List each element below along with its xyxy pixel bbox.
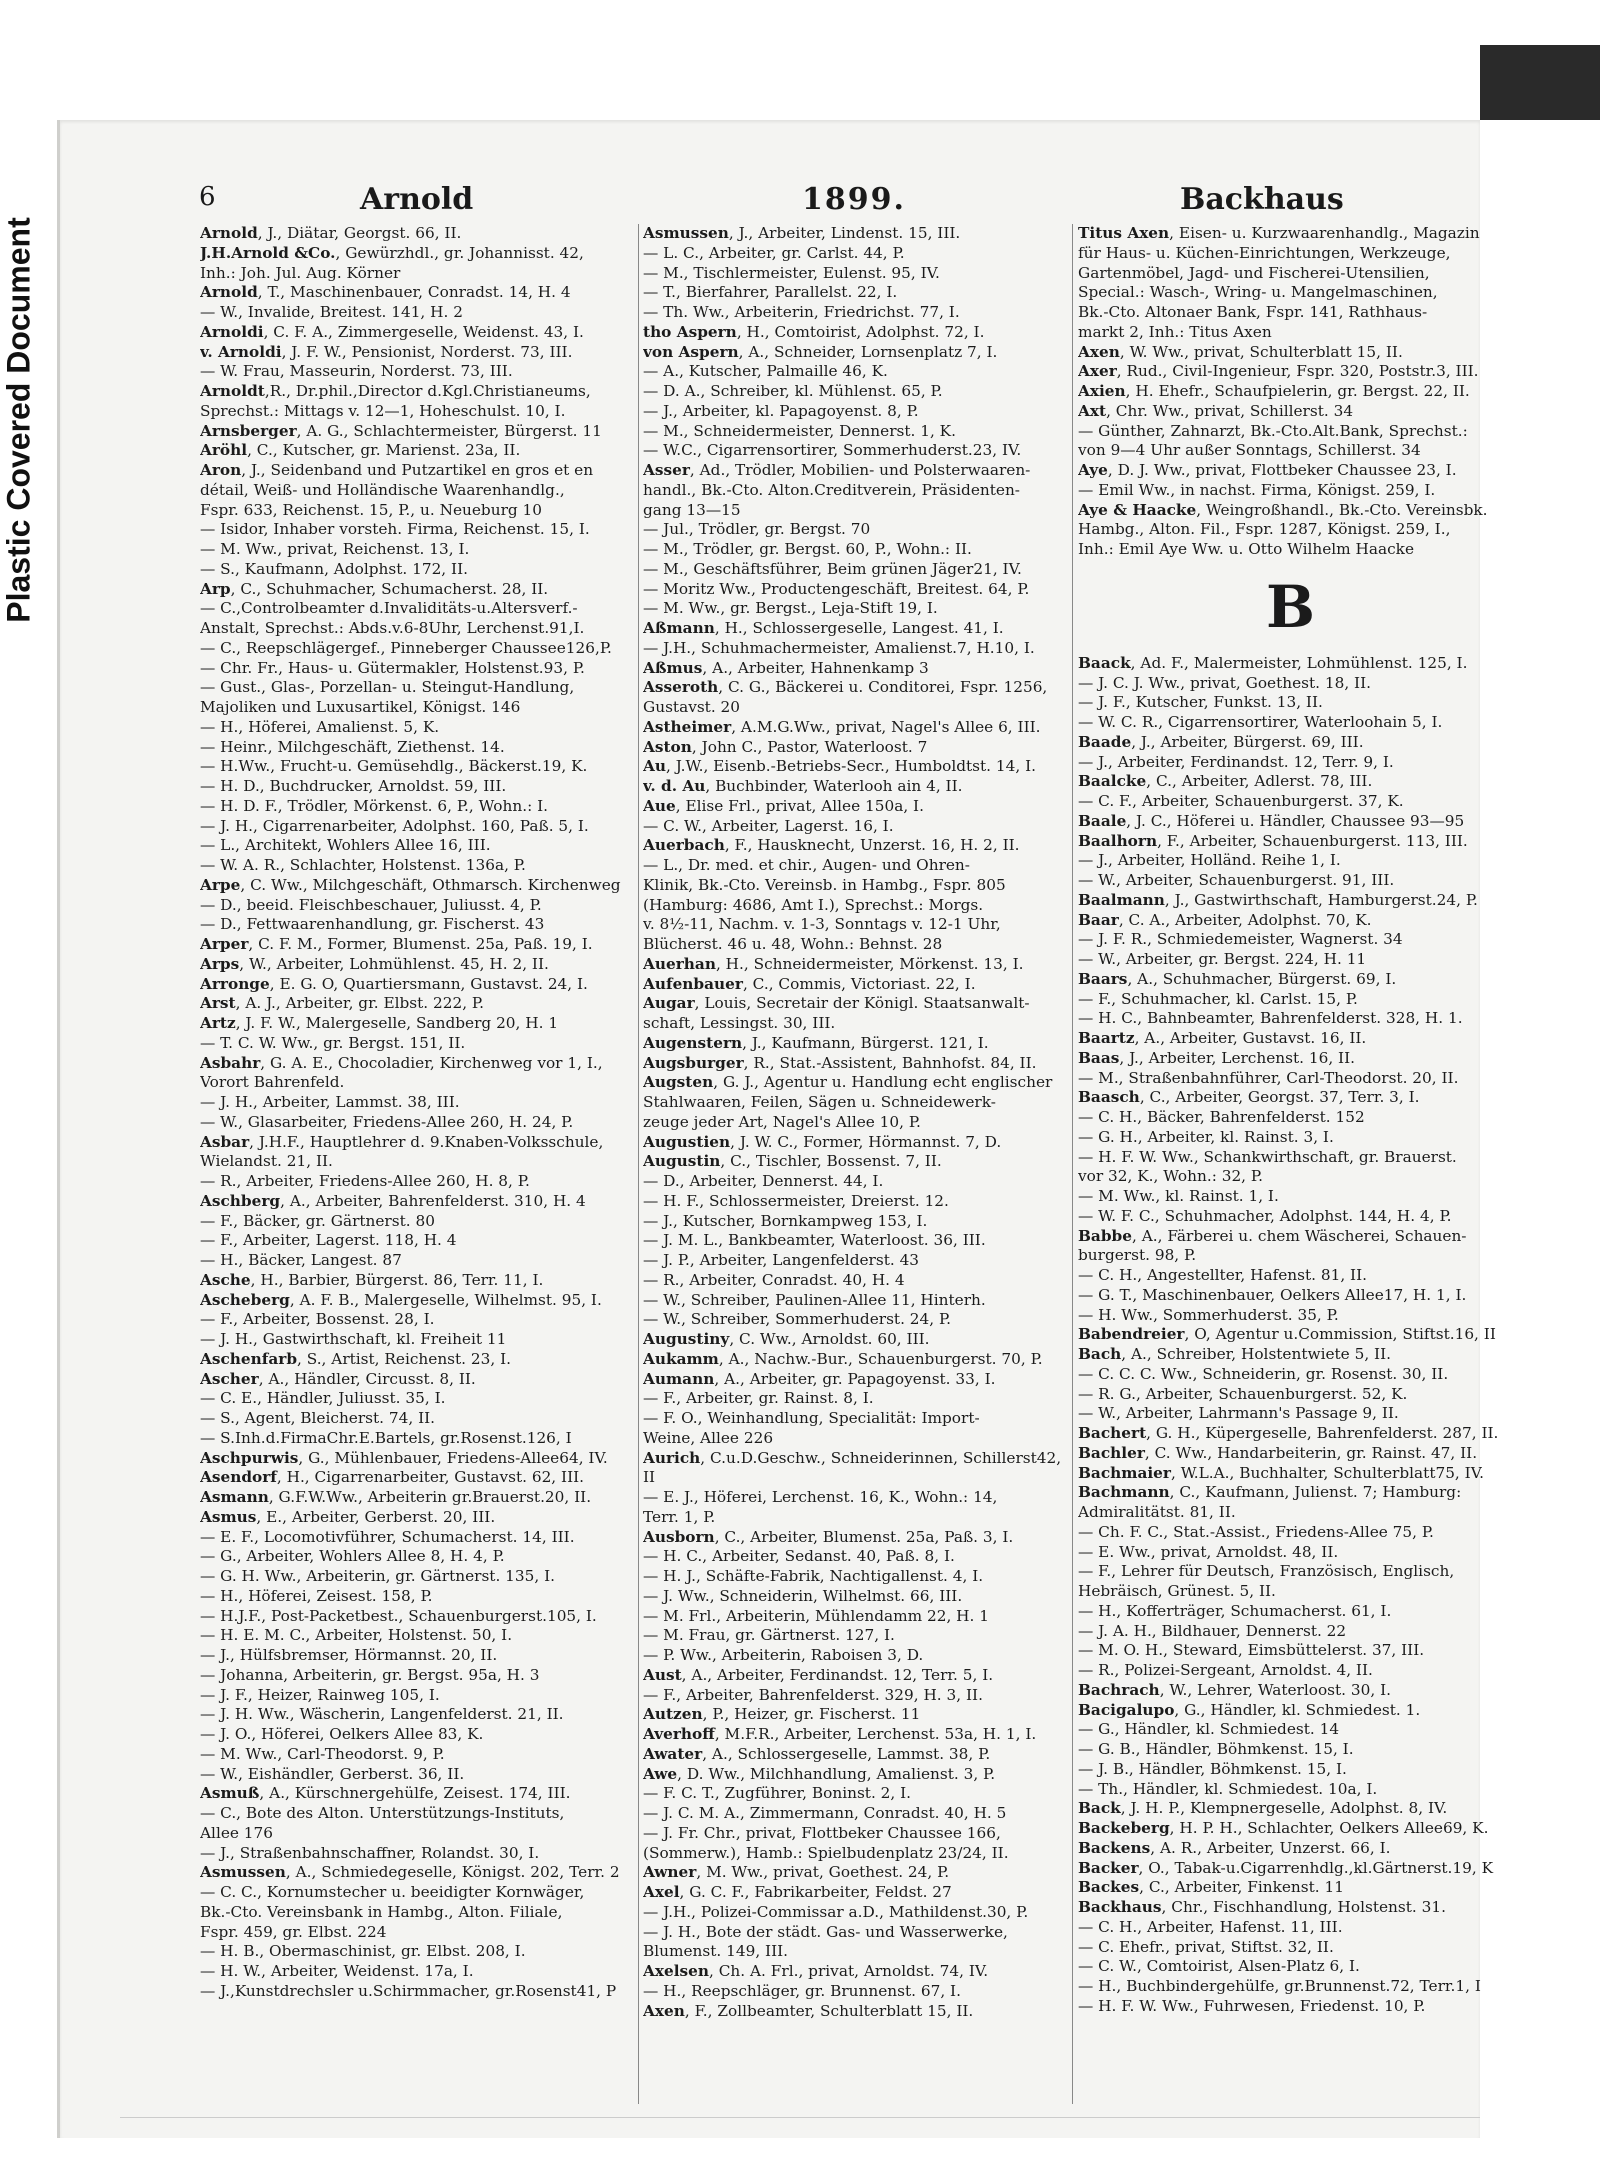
directory-entry-line: Axen, W. Ww., privat, Schulterblatt 15, II. <box>1078 342 1403 361</box>
directory-entry-line: Baasch, C., Arbeiter, Georgst. 37, Terr. 3, I. <box>1078 1088 1420 1107</box>
directory-entry-line: — F., Schuhmacher, kl. Carlst. 15, P. <box>1078 989 1358 1008</box>
directory-entry-line: Arnsberger, A. G., Schlachtermeister, Bürgerst. 11 <box>200 421 602 440</box>
directory-entry-line: détail, Weiß- und Holländische Waarenhandlg., <box>200 480 565 499</box>
directory-entry-line: — A., Kutscher, Palmaille 46, K. <box>643 362 888 381</box>
directory-entry-line: Arst, A. J., Arbeiter, gr. Elbst. 222, P. <box>200 994 484 1013</box>
directory-entry-line: Aurich, C.u.D.Geschw., Schneiderinnen, Schillerst42, II <box>643 1448 1062 1487</box>
directory-entry-line: für Haus- u. Küchen-Einrichtungen, Werkzeuge, <box>1078 243 1451 262</box>
directory-entry-line: — J. F., Heizer, Rainweg 105, I. <box>200 1685 440 1704</box>
directory-entry-line: Aust, A., Arbeiter, Ferdinandst. 12, Terr. 5, I. <box>643 1665 994 1684</box>
directory-column-2 <box>643 224 1063 2124</box>
directory-entry-line: — W. F. C., Schuhmacher, Adolphst. 144, H. 4, P. <box>1078 1206 1452 1225</box>
directory-entry-line: Ausborn, C., Arbeiter, Blumenst. 25a, Paß. 3, I. <box>643 1527 1014 1546</box>
directory-entry-line: v. 8½-11, Nachm. v. 1-3, Sonntags v. 12-1 Uhr, <box>643 915 1001 934</box>
directory-entry-line: Aufenbauer, C., Commis, Victoriast. 22, I. <box>643 974 976 993</box>
directory-entry-line: Aßmus, A., Arbeiter, Hahnenkamp 3 <box>643 658 929 677</box>
directory-entry-line: — J., Straßenbahnschaffner, Rolandst. 30, I. <box>200 1843 540 1862</box>
directory-entry-line: — Chr. Fr., Haus- u. Gütermakler, Holstenst.93, P. <box>200 658 585 677</box>
directory-entry-line: Augsburger, R., Stat.-Assistent, Bahnhofst. 84, II. <box>643 1053 1037 1072</box>
directory-entry-line: — J. Fr. Chr., privat, Flottbeker Chaussee 166, <box>643 1823 1001 1842</box>
directory-entry-line: — H. J., Schäfte-Fabrik, Nachtigallenst. 4, I. <box>643 1567 984 1585</box>
directory-entry-line: Titus Axen, Eisen- u. Kurzwaarenhandlg., Magazin <box>1078 224 1480 242</box>
header-right-word: Backhaus <box>1180 182 1344 217</box>
directory-entry-line: — E. Ww., privat, Arnoldst. 48, II. <box>1078 1542 1339 1561</box>
directory-entry-line: — M., Geschäftsführer, Beim grünen Jäger21, IV. <box>643 559 1022 578</box>
directory-entry-line: Gartenmöbel, Jagd- und Fischerei-Utensilien, <box>1078 263 1430 282</box>
directory-entry-line: Ascher, A., Händler, Circusst. 8, II. <box>200 1369 476 1388</box>
directory-entry-line: — S., Kaufmann, Adolphst. 172, II. <box>200 559 468 578</box>
directory-entry-line: Baade, J., Arbeiter, Bürgerst. 69, III. <box>1078 732 1364 751</box>
directory-column-3 <box>1078 224 1503 2124</box>
directory-entry-line: Baartz, A., Arbeiter, Gustavst. 16, II. <box>1078 1029 1367 1047</box>
directory-entry-line: — L. C., Arbeiter, gr. Carlst. 44, P. <box>643 243 905 262</box>
directory-entry-line: (Hamburg: 4686, Amt I.), Sprechst.: Morgs. <box>643 895 984 914</box>
directory-entry-line: von Aspern, A., Schneider, Lornsenplatz 7, I. <box>643 342 998 361</box>
directory-entry-line: Ascheberg, A. F. B., Malergeselle, Wilhelmst. 95, I. <box>200 1290 602 1309</box>
directory-entry-line: — C. C., Kornumstecher u. beeidigter Kornwäger, <box>200 1883 585 1901</box>
directory-entry-line: — H., Buchbindergehülfe, gr.Brunnenst.72, Terr.1, I <box>1078 1977 1481 1995</box>
directory-entry-line: Hambg., Alton. Fil., Fspr. 1287, Königst. 259, I., <box>1078 520 1451 539</box>
directory-entry-line: Asmuß, A., Kürschnergehülfe, Zeisest. 174, III. <box>200 1784 571 1803</box>
directory-entry-line: — J. F. R., Schmiedemeister, Wagnerst. 34 <box>1078 930 1403 949</box>
directory-entry-line: Auerbach, F., Hausknecht, Unzerst. 16, H. 2, II. <box>643 836 1020 855</box>
directory-entry-line: — J., Kutscher, Bornkampweg 153, I. <box>643 1211 928 1230</box>
directory-entry-line: Baack, Ad. F., Malermeister, Lohmühlenst. 125, I. <box>1078 653 1468 672</box>
directory-entry-line: — W., Arbeiter, Schauenburgerst. 91, III. <box>1078 871 1395 889</box>
directory-entry-line: — J. A. H., Bildhauer, Dennerst. 22 <box>1078 1621 1347 1640</box>
directory-entry-line: — H. E. M. C., Arbeiter, Holstenst. 50, I. <box>200 1626 513 1645</box>
directory-entry-line: Arnoldt,R., Dr.phil.,Director d.Kgl.Christianeums, <box>200 382 591 400</box>
directory-entry-line: Aston, John C., Pastor, Waterloost. 7 <box>643 737 928 756</box>
directory-entry-line: — G. H., Arbeiter, kl. Rainst. 3, I. <box>1078 1127 1334 1146</box>
directory-entry-line: — G. T., Maschinenbauer, Oelkers Allee17, H. 1, I. <box>1078 1285 1467 1304</box>
directory-entry-line: — Heinr., Milchgeschäft, Ziethenst. 14. <box>200 737 505 756</box>
directory-entry-line: Asmussen, J., Arbeiter, Lindenst. 15, III. <box>643 224 961 242</box>
directory-entry-line: — C.,Controlbeamter d.Invaliditäts-u.Altersverf.- <box>200 599 578 618</box>
directory-entry-line: — Ch. F. C., Stat.-Assist., Friedens-Allee 75, P. <box>1078 1522 1434 1541</box>
page-bottom-edge <box>120 2117 1480 2118</box>
directory-entry-line: — J. H., Cigarrenarbeiter, Adolphst. 160, Paß. 5, I. <box>200 816 589 835</box>
directory-entry-line: — H.J.F., Post-Packetbest., Schauenburgerst.105, I. <box>200 1606 597 1625</box>
directory-entry-line: — C., Bote des Alton. Unterstützungs-Instituts, <box>200 1804 565 1822</box>
directory-entry-line: — Gust., Glas-, Porzellan- u. Steingut-Handlung, <box>200 678 575 697</box>
directory-entry-line: Majoliken und Luxusartikel, Königst. 146 <box>200 698 521 716</box>
directory-entry-line: Asmus, E., Arbeiter, Gerberst. 20, III. <box>200 1507 496 1526</box>
directory-entry-line: Blücherst. 46 u. 48, Wohn.: Behnst. 28 <box>643 935 943 953</box>
directory-entry-line: — W., Schreiber, Paulinen-Allee 11, Hinterh. <box>643 1290 986 1309</box>
directory-entry-line: Blumenst. 149, III. <box>643 1942 789 1961</box>
column-3-top-entries <box>1078 224 1503 560</box>
directory-entry-line: Arp, C., Schuhmacher, Schumacherst. 28, II. <box>200 579 549 598</box>
directory-entry-line: — J. C. J. Ww., privat, Goethest. 18, II. <box>1078 673 1371 692</box>
directory-entry-line: — H. W., Arbeiter, Weidenst. 17a, I. <box>200 1962 474 1980</box>
directory-entry-line: — S., Agent, Bleicherst. 74, II. <box>200 1409 436 1427</box>
directory-entry-line: Astheimer, A.M.G.Ww., privat, Nagel's Allee 6, III. <box>643 717 1041 736</box>
directory-entry-line: — H., Bäcker, Langest. 87 <box>200 1251 402 1269</box>
directory-entry-line: — M., Straßenbahnführer, Carl-Theodorst. 20, II. <box>1078 1068 1459 1087</box>
directory-entry-line: Augustien, J. W. C., Former, Hörmannst. 7, D. <box>643 1132 1002 1151</box>
directory-entry-line: — Moritz Ww., Productengeschäft, Breitest. 64, P. <box>643 579 1030 598</box>
directory-entry-line: Backer, O., Tabak-u.Cigarrenhdlg.,kl.Gärtnerst.19, K <box>1078 1858 1494 1877</box>
directory-column-1 <box>200 224 630 2124</box>
column-divider <box>638 224 639 2104</box>
directory-entry-line: v. Arnoldi, J. F. W., Pensionist, Norderst. 73, III. <box>200 342 573 361</box>
directory-entry-line: — W.C., Cigarrensortirer, Sommerhuderst.23, IV. <box>643 441 1022 460</box>
directory-entry-line: — F., Arbeiter, Bahrenfelderst. 329, H. 3, II. <box>643 1685 983 1704</box>
directory-entry-line: Baar, C. A., Arbeiter, Adolphst. 70, K. <box>1078 910 1372 929</box>
directory-entry-line: Sprechst.: Mittags v. 12—1, Hoheschulst. 10, I. <box>200 401 566 420</box>
directory-entry-line: Awater, A., Schlossergeselle, Lammst. 38, P. <box>643 1744 991 1763</box>
directory-entry-line: Arnoldi, C. F. A., Zimmergeselle, Weidenst. 43, I. <box>200 322 584 341</box>
directory-entry-line: — J. H. Ww., Wäscherin, Langenfelderst. 21, II. <box>200 1705 564 1724</box>
section-letter-heading: B <box>1265 572 1316 641</box>
directory-entry-line: Stahlwaaren, Feilen, Sägen u. Schneidewerk- <box>643 1093 996 1111</box>
directory-entry-line: — C. H., Arbeiter, Hafenst. 11, III. <box>1078 1917 1343 1936</box>
side-label <box>0 0 38 900</box>
directory-entry-line: — J. C. M. A., Zimmermann, Conradst. 40, H. 5 <box>643 1804 1007 1822</box>
directory-entry-line: Bk.-Cto. Vereinsbank in Hambg., Alton. Filiale, <box>200 1902 563 1921</box>
directory-entry-line: v. d. Au, Buchbinder, Waterlooh ain 4, II. <box>643 777 963 795</box>
directory-entry-line: — G. B., Händler, Böhmkenst. 15, I. <box>1078 1740 1354 1758</box>
directory-entry-line: — R., Polizei-Sergeant, Arnoldst. 4, II. <box>1078 1661 1373 1679</box>
directory-entry-line: — H. C., Bahnbeamter, Bahrenfelderst. 328, H. 1. <box>1078 1009 1463 1028</box>
directory-entry-line: Axt, Chr. Ww., privat, Schillerst. 34 <box>1078 401 1354 420</box>
scan-edge-tab <box>1480 45 1600 120</box>
directory-entry-line: — M. Frl., Arbeiterin, Mühlendamm 22, H. 1 <box>643 1606 989 1625</box>
directory-entry-line: Backens, A. R., Arbeiter, Unzerst. 66, I. <box>1078 1838 1391 1857</box>
directory-entry-line: — M. Ww., gr. Bergst., Leja-Stift 19, I. <box>643 599 938 618</box>
directory-entry-line: Backhaus, Chr., Fischhandlung, Holstenst. 31. <box>1078 1898 1446 1916</box>
directory-entry-line: Back, J. H. P., Klempnergeselle, Adolphst. 8, IV. <box>1078 1799 1448 1818</box>
directory-entry-line: — C., Reepschlägergef., Pinneberger Chaussee126,P. <box>200 638 612 657</box>
directory-entry-line: — J. Ww., Schneiderin, Wilhelmst. 66, III. <box>643 1586 963 1605</box>
directory-entry-line: — Th. Ww., Arbeiterin, Friedrichst. 77, I. <box>643 303 960 321</box>
directory-entry-line: Artz, J. F. W., Malergeselle, Sandberg 20, H. 1 <box>200 1014 559 1032</box>
directory-entry-line: — J. F., Kutscher, Funkst. 13, II. <box>1078 693 1323 712</box>
directory-entry-line: — F., Arbeiter, Bossenst. 28, I. <box>200 1310 435 1329</box>
directory-entry-line: — C. C. C. Ww., Schneiderin, gr. Rosenst. 30, II. <box>1078 1364 1449 1383</box>
directory-entry-line: Au, J.W., Eisenb.-Betriebs-Secr., Humboldtst. 14, I. <box>643 757 1036 776</box>
directory-entry-line: Averhoff, M.F.R., Arbeiter, Lerchenst. 53a, H. 1, I. <box>643 1725 1037 1743</box>
directory-entry-line: Augustin, C., Tischler, Bossenst. 7, II. <box>643 1152 942 1171</box>
directory-entry-line: — H. D. F., Trödler, Mörkenst. 6, P., Wohn.: I. <box>200 796 549 815</box>
directory-entry-line: — H. Ww., Sommerhuderst. 35, P. <box>1078 1305 1339 1324</box>
directory-entry-line: — J.H., Polizei-Commissar a.D., Mathildenst.30, P. <box>643 1902 1029 1921</box>
directory-entry-line: — C. E., Händler, Juliusst. 35, I. <box>200 1389 446 1408</box>
directory-entry-line: — J. M. L., Bankbeamter, Waterloost. 36, III. <box>643 1231 986 1250</box>
directory-entry-line: — M., Trödler, gr. Bergst. 60, P., Wohn.: II. <box>643 540 972 558</box>
directory-entry-line: — M., Tischlermeister, Eulenst. 95, IV. <box>643 263 940 282</box>
directory-entry-line: Bachler, C. Ww., Handarbeiterin, gr. Rainst. 47, II. <box>1078 1443 1478 1462</box>
directory-entry-line: — R., Arbeiter, Conradst. 40, H. 4 <box>643 1270 905 1289</box>
directory-entry-line: — P. Ww., Arbeiterin, Raboisen 3, D. <box>643 1646 924 1664</box>
directory-entry-line: Wielandst. 21, II. <box>200 1152 333 1171</box>
directory-entry-line: Autzen, P., Heizer, gr. Fischerst. 11 <box>643 1705 921 1724</box>
directory-entry-line: — H. C., Arbeiter, Sedanst. 40, Paß. 8, I. <box>643 1547 955 1566</box>
directory-entry-line: — W., Arbeiter, gr. Bergst. 224, H. 11 <box>1078 950 1367 968</box>
directory-entry-line: — Th., Händler, kl. Schmiedest. 10a, I. <box>1078 1779 1378 1798</box>
directory-entry-line: Aue, Elise Frl., privat, Allee 150a, I. <box>643 796 924 815</box>
directory-entry-line: Anstalt, Sprechst.: Abds.v.6-8Uhr, Lerchenst.91,I. <box>200 619 585 637</box>
directory-entry-line: — D., Fettwaarenhandlung, gr. Fischerst. 43 <box>200 915 545 934</box>
directory-entry-line: — M. Ww., kl. Rainst. 1, I. <box>1078 1187 1279 1205</box>
directory-entry-line: Bachert, G. H., Küpergeselle, Bahrenfelderst. 287, II. <box>1078 1424 1499 1442</box>
column-divider <box>1072 224 1073 2104</box>
directory-entry-line: — J. B., Händler, Böhmkenst. 15, I. <box>1078 1759 1347 1778</box>
directory-entry-line: vor 32, K., Wohn.: 32, P. <box>1078 1167 1263 1186</box>
directory-entry-line: Aron, J., Seidenband und Putzartikel en gros et en <box>200 461 594 479</box>
directory-entry-line: — J. H., Gastwirthschaft, kl. Freiheit 11 <box>200 1330 507 1348</box>
directory-entry-line: Aßmann, H., Schlossergeselle, Langest. 41, I. <box>643 619 1004 637</box>
directory-entry-line: — J. P., Arbeiter, Langenfelderst. 43 <box>643 1251 920 1269</box>
directory-entry-line: — C. H., Bäcker, Bahrenfelderst. 152 <box>1078 1108 1365 1126</box>
directory-entry-line: Fspr. 633, Reichenst. 15, P., u. Neueburg 10 <box>200 500 543 519</box>
directory-entry-line: — W., Eishändler, Gerberst. 36, II. <box>200 1764 465 1783</box>
directory-entry-line: — D., Arbeiter, Dennerst. 44, I. <box>643 1172 884 1190</box>
directory-entry-line: Inh.: Joh. Jul. Aug. Körner <box>200 263 401 282</box>
directory-entry-line: Augenstern, J., Kaufmann, Bürgerst. 121, I. <box>643 1033 989 1052</box>
directory-entry-line: — F., Arbeiter, gr. Rainst. 8, I. <box>643 1389 874 1408</box>
directory-entry-line: — J., Arbeiter, Ferdinandst. 12, Terr. 9, I. <box>1078 752 1394 771</box>
directory-entry-line: Babbe, A., Färberei u. chem Wäscherei, Schauen- <box>1078 1226 1467 1245</box>
directory-entry-line: Special.: Wasch-, Wring- u. Mangelmaschinen, <box>1078 283 1438 302</box>
directory-entry-line: — W., Glasarbeiter, Friedens-Allee 260, H. 24, P. <box>200 1112 574 1131</box>
directory-entry-line: Asbahr, G. A. E., Chocoladier, Kirchenweg vor 1, I., <box>200 1053 603 1072</box>
directory-entry-line: — D. A., Schreiber, kl. Mühlenst. 65, P. <box>643 382 943 400</box>
directory-entry-line: — G. H. Ww., Arbeiterin, gr. Gärtnerst. 135, I. <box>200 1567 556 1585</box>
directory-entry-line: — F. C. T., Zugführer, Boninst. 2, I. <box>643 1784 912 1803</box>
directory-entry-line: — Emil Ww., in nachst. Firma, Königst. 259, I. <box>1078 480 1436 499</box>
directory-entry-line: — M. Frau, gr. Gärtnerst. 127, I. <box>643 1626 895 1645</box>
directory-entry-line: — J.,Kunstdrechsler u.Schirmmacher, gr.Rosenst41, P <box>200 1981 617 2000</box>
page-header <box>60 182 1480 222</box>
directory-entry-line: — J. O., Höferei, Oelkers Allee 83, K. <box>200 1725 484 1743</box>
directory-entry-line: Vorort Bahrenfeld. <box>200 1073 345 1092</box>
directory-entry-line: — E. J., Höferei, Lerchenst. 16, K., Wohn.: 14, <box>643 1488 998 1506</box>
directory-entry-line: — H.Ww., Frucht-u. Gemüsehdlg., Bäckerst.19, K. <box>200 757 588 776</box>
directory-entry-line: Awner, M. Ww., privat, Goethest. 24, P. <box>643 1863 950 1882</box>
directory-entry-line: — F., Arbeiter, Lagerst. 118, H. 4 <box>200 1231 457 1250</box>
directory-entry-line: tho Aspern, H., Comtoirist, Adolphst. 72, I. <box>643 322 985 341</box>
directory-entry-line: schaft, Lessingst. 30, III. <box>643 1014 836 1032</box>
directory-entry-line: Aschberg, A., Arbeiter, Bahrenfelderst. 310, H. 4 <box>200 1191 586 1210</box>
directory-entry-line: Gustavst. 20 <box>643 698 741 716</box>
directory-entry-line: — S.Inh.d.FirmaChr.E.Bartels, gr.Rosenst.126, I <box>200 1428 572 1447</box>
directory-entry-line: Aye, D. J. Ww., privat, Flottbeker Chaussee 23, I. <box>1078 461 1457 479</box>
directory-entry-line: — T. C. W. Ww., gr. Bergst. 151, II. <box>200 1033 466 1052</box>
directory-entry-line: — H., Höferei, Zeisest. 158, P. <box>200 1586 433 1605</box>
directory-entry-line: Bachrach, W., Lehrer, Waterloost. 30, I. <box>1078 1680 1391 1699</box>
directory-entry-line: Asche, H., Barbier, Bürgerst. 86, Terr. 11, I. <box>200 1270 544 1289</box>
directory-entry-line: Axer, Rud., Civil-Ingenieur, Fspr. 320, Poststr.3, III. <box>1078 362 1479 381</box>
directory-entry-line: Asseroth, C. G., Bäckerei u. Conditorei, Fspr. 1256, <box>643 678 1048 697</box>
directory-entry-line: — H. F. W. Ww., Fuhrwesen, Friedenst. 10, P. <box>1078 1996 1426 2015</box>
directory-entry-line: Baars, A., Schuhmacher, Bürgerst. 69, I. <box>1078 969 1397 988</box>
directory-entry-line: Arnold, J., Diätar, Georgst. 66, II. <box>200 224 462 242</box>
directory-entry-line: Inh.: Emil Aye Ww. u. Otto Wilhelm Haacke <box>1078 540 1415 558</box>
directory-entry-line: zeuge jeder Art, Nagel's Allee 10, P. <box>643 1112 921 1131</box>
directory-entry-line: Bk.-Cto. Altonaer Bank, Fspr. 141, Rathhaus- <box>1078 303 1428 321</box>
directory-entry-line: — C. F., Arbeiter, Schauenburgerst. 37, K. <box>1078 792 1404 810</box>
directory-entry-line: — H., Kofferträger, Schumacherst. 61, I. <box>1078 1601 1392 1620</box>
directory-entry-line: von 9—4 Uhr außer Sonntags, Schillerst. 34 <box>1078 441 1421 460</box>
directory-entry-line: Bachmaier, W.L.A., Buchhalter, Schulterblatt75, IV. <box>1078 1463 1484 1482</box>
directory-entry-line: — H. B., Obermaschinist, gr. Elbst. 208, I. <box>200 1942 526 1961</box>
directory-entry-line: markt 2, Inh.: Titus Axen <box>1078 322 1272 341</box>
directory-entry-line: — H., Höferei, Amalienst. 5, K. <box>200 717 440 736</box>
page-number: 6 <box>199 182 216 212</box>
directory-entry-line: — C. Ehefr., privat, Stiftst. 32, II. <box>1078 1937 1334 1956</box>
directory-entry-line: — W. A. R., Schlachter, Holstenst. 136a, P. <box>200 856 526 874</box>
directory-entry-line: — Isidor, Inhaber vorsteh. Firma, Reichenst. 15, I. <box>200 520 590 539</box>
directory-entry-line: Backeberg, H. P. H., Schlachter, Oelkers Allee69, K. <box>1078 1819 1489 1837</box>
directory-entry-line: — W., Schreiber, Sommerhuderst. 24, P. <box>643 1310 952 1329</box>
directory-entry-line: Axien, H. Ehefr., Schaufpielerin, gr. Bergst. 22, II. <box>1078 382 1470 400</box>
directory-entry-line: Asser, Ad., Trödler, Mobilien- und Polsterwaaren- <box>643 461 1031 479</box>
directory-entry-line: Auerhan, H., Schneidermeister, Mörkenst. 13, I. <box>643 954 1024 973</box>
directory-entry-line: gang 13—15 <box>643 500 741 519</box>
directory-entry-line: Fspr. 459, gr. Elbst. 224 <box>200 1922 387 1941</box>
directory-entry-line: Aschenfarb, S., Artist, Reichenst. 23, I. <box>200 1349 512 1368</box>
directory-entry-line: Aye & Haacke, Weingroßhandl., Bk.-Cto. Vereinsbk. <box>1078 500 1488 519</box>
directory-entry-line: — D., beeid. Fleischbeschauer, Juliusst. 4, P. <box>200 895 542 914</box>
directory-entry-line: Arper, C. F. M., Former, Blumenst. 25a, Paß. 19, I. <box>200 935 593 953</box>
directory-entry-line: J.H.Arnold &Co., Gewürzhdl., gr. Johannisst. 42, <box>200 243 584 262</box>
directory-entry-line: — E. F., Locomotivführer, Schumacherst. 14, III. <box>200 1527 575 1546</box>
directory-entry-line: burgerst. 98, P. <box>1078 1246 1197 1265</box>
directory-entry-line: — W., Invalide, Breitest. 141, H. 2 <box>200 303 463 321</box>
directory-entry-line: Axel, G. C. F., Fabrikarbeiter, Feldst. 27 <box>643 1883 952 1901</box>
directory-entry-line: Arps, W., Arbeiter, Lohmühlenst. 45, H. 2, II. <box>200 954 549 973</box>
directory-entry-line: Aschpurwis, G., Mühlenbauer, Friedens-Allee64, IV. <box>200 1448 608 1467</box>
directory-entry-line: Bach, A., Schreiber, Holstentwiete 5, II. <box>1078 1345 1391 1363</box>
directory-entry-line: — W., Arbeiter, Lahrmann's Passage 9, II. <box>1078 1404 1399 1423</box>
directory-entry-line: — Günther, Zahnarzt, Bk.-Cto.Alt.Bank, Sprechst.: <box>1078 421 1468 440</box>
directory-entry-line: — H. D., Buchdrucker, Arnoldst. 59, III. <box>200 777 507 795</box>
directory-entry-line: — J., Arbeiter, kl. Papagoyenst. 8, P. <box>643 401 919 420</box>
directory-entry-line: Arpe, C. Ww., Milchgeschäft, Othmarsch. Kirchenweg <box>200 875 621 894</box>
directory-entry-line: Babendreier, O, Agentur u.Commission, Stiftst.16, II <box>1078 1325 1496 1344</box>
directory-entry-line: Augar, Louis, Secretair der Königl. Staatsanwalt- <box>643 994 1030 1013</box>
directory-entry-line: Allee 176 <box>200 1823 273 1842</box>
directory-entry-line: — M. Ww., privat, Reichenst. 13, I. <box>200 540 470 558</box>
directory-entry-line: — L., Dr. med. et chir., Augen- und Ohren- <box>643 856 970 874</box>
directory-entry-line: — F., Lehrer für Deutsch, Französisch, Englisch, <box>1078 1562 1455 1581</box>
directory-entry-line: — H. F., Schlossermeister, Dreierst. 12. <box>643 1191 949 1210</box>
directory-entry-line: Asbar, J.H.F., Hauptlehrer d. 9.Knaben-Volksschule, <box>200 1132 604 1151</box>
directory-page <box>57 120 1499 2138</box>
directory-entry-line: — C. H., Angestellter, Hafenst. 81, II. <box>1078 1266 1367 1284</box>
directory-entry-line: Awe, D. Ww., Milchhandlung, Amalienst. 3, P. <box>643 1764 996 1783</box>
directory-entry-line: Baas, J., Arbeiter, Lerchenst. 16, II. <box>1078 1048 1355 1067</box>
directory-entry-line: Arronge, E. G. O, Quartiersmann, Gustavst. 24, I. <box>200 974 588 993</box>
directory-entry-line: Aumann, A., Arbeiter, gr. Papagoyenst. 33, I. <box>643 1369 996 1388</box>
directory-entry-line: Augsten, G. J., Agentur u. Handlung echt englischer <box>643 1073 1053 1092</box>
directory-entry-line: Baalmann, J., Gastwirthschaft, Hamburgerst.24, P. <box>1078 890 1478 909</box>
directory-entry-line: Baale, J. C., Höferei u. Händler, Chaussee 93—95 <box>1078 811 1465 830</box>
side-label-text: Plastic Covered Document <box>0 217 37 623</box>
column-3-bottom-entries <box>1078 654 1503 2017</box>
directory-entry-line: Aukamm, A., Nachw.-Bur., Schauenburgerst. 70, P. <box>643 1349 1043 1368</box>
directory-entry-line: — W. Frau, Masseurin, Norderst. 73, III. <box>200 362 513 381</box>
directory-entry-line: Bacigalupo, G., Händler, kl. Schmiedest. 1. <box>1078 1700 1421 1719</box>
directory-entry-line: — J.H., Schuhmachermeister, Amalienst.7, H.10, I. <box>643 638 1035 657</box>
directory-entry-line: — M., Schneidermeister, Dennerst. 1, K. <box>643 421 956 440</box>
directory-entry-line: — G., Arbeiter, Wohlers Allee 8, H. 4, P. <box>200 1547 505 1566</box>
directory-entry-line: — T., Bierfahrer, Parallelst. 22, I. <box>643 283 898 302</box>
directory-entry-line: — J., Arbeiter, Holländ. Reihe 1, I. <box>1078 851 1341 870</box>
directory-entry-line: Asendorf, H., Cigarrenarbeiter, Gustavst. 62, III. <box>200 1468 585 1487</box>
directory-entry-line: — H. F. W. Ww., Schankwirthschaft, gr. Brauerst. <box>1078 1147 1457 1166</box>
directory-entry-line: Aröhl, C., Kutscher, gr. Marienst. 23a, II. <box>200 441 521 460</box>
directory-entry-line: Baalhorn, F., Arbeiter, Schauenburgerst. 113, III. <box>1078 831 1468 850</box>
directory-entry-line: — Johanna, Arbeiterin, gr. Bergst. 95a, H. 3 <box>200 1665 540 1684</box>
directory-entry-line: — C. W., Arbeiter, Lagerst. 16, I. <box>643 816 894 835</box>
directory-entry-line: Hebräisch, Grünest. 5, II. <box>1078 1582 1276 1600</box>
directory-entry-line: — F., Bäcker, gr. Gärtnerst. 80 <box>200 1211 435 1230</box>
directory-entry-line: Terr. 1, P. <box>643 1507 716 1526</box>
directory-entry-line: Axen, F., Zollbeamter, Schulterblatt 15, II. <box>643 2001 974 2020</box>
directory-entry-line: Asmann, G.F.W.Ww., Arbeiterin gr.Brauerst.20, II. <box>200 1488 592 1506</box>
directory-entry-line: Axelsen, Ch. A. Frl., privat, Arnoldst. 74, IV. <box>643 1962 989 1980</box>
directory-entry-line: — M. O. H., Steward, Eimsbüttelerst. 37, III. <box>1078 1641 1425 1660</box>
directory-entry-line: Bachmann, C., Kaufmann, Julienst. 7; Hamburg: <box>1078 1483 1462 1502</box>
directory-entry-line: — F. O., Weinhandlung, Specialität: Import- <box>643 1409 980 1427</box>
directory-entry-line: — L., Architekt, Wohlers Allee 16, III. <box>200 836 491 855</box>
directory-entry-line: — C. W., Comtoirist, Alsen-Platz 6, I. <box>1078 1957 1360 1976</box>
directory-entry-line: — R. G., Arbeiter, Schauenburgerst. 52, K. <box>1078 1384 1408 1403</box>
directory-entry-line: Backes, C., Arbeiter, Finkenst. 11 <box>1078 1878 1344 1897</box>
header-left-word: Arnold <box>360 182 474 217</box>
directory-entry-line: (Sommerw.), Hamb.: Spielbudenplatz 23/24, II. <box>643 1843 1009 1862</box>
directory-entry-line: Admiralitätst. 81, II. <box>1078 1503 1236 1521</box>
directory-entry-line: Augustiny, C. Ww., Arnoldst. 60, III. <box>643 1330 930 1348</box>
directory-entry-line: — H., Reepschläger, gr. Brunnenst. 67, I. <box>643 1981 961 2000</box>
directory-entry-line: — W. C. R., Cigarrensortirer, Waterloohain 5, I. <box>1078 713 1443 731</box>
directory-entry-line: Arnold, T., Maschinenbauer, Conradst. 14, H. 4 <box>200 283 571 302</box>
directory-entry-line: — R., Arbeiter, Friedens-Allee 260, H. 8, P. <box>200 1172 530 1190</box>
directory-entry-line: Baalcke, C., Arbeiter, Adlerst. 78, III. <box>1078 772 1373 791</box>
directory-entry-line: — M. Ww., Carl-Theodorst. 9, P. <box>200 1744 445 1763</box>
directory-entry-line: — Jul., Trödler, gr. Bergst. 70 <box>643 520 871 539</box>
directory-entry-line: Weine, Allee 226 <box>643 1428 774 1447</box>
directory-entry-line: — J. H., Arbeiter, Lammst. 38, III. <box>200 1093 460 1111</box>
directory-entry-line: — G., Händler, kl. Schmiedest. 14 <box>1078 1720 1340 1739</box>
directory-entry-line: — J., Hülfsbremser, Hörmannst. 20, II. <box>200 1646 498 1664</box>
directory-entry-line: Asmussen, A., Schmiedegeselle, Königst. 202, Terr. 2 <box>200 1863 620 1882</box>
directory-entry-line: Klinik, Bk.-Cto. Vereinsb. in Hambg., Fspr. 805 <box>643 875 1006 894</box>
header-year: 1899. <box>802 182 906 217</box>
directory-entry-line: handl., Bk.-Cto. Alton.Creditverein, Präsidenten- <box>643 480 1020 499</box>
directory-entry-line: — J. H., Bote der städt. Gas- und Wasserwerke, <box>643 1922 1008 1941</box>
